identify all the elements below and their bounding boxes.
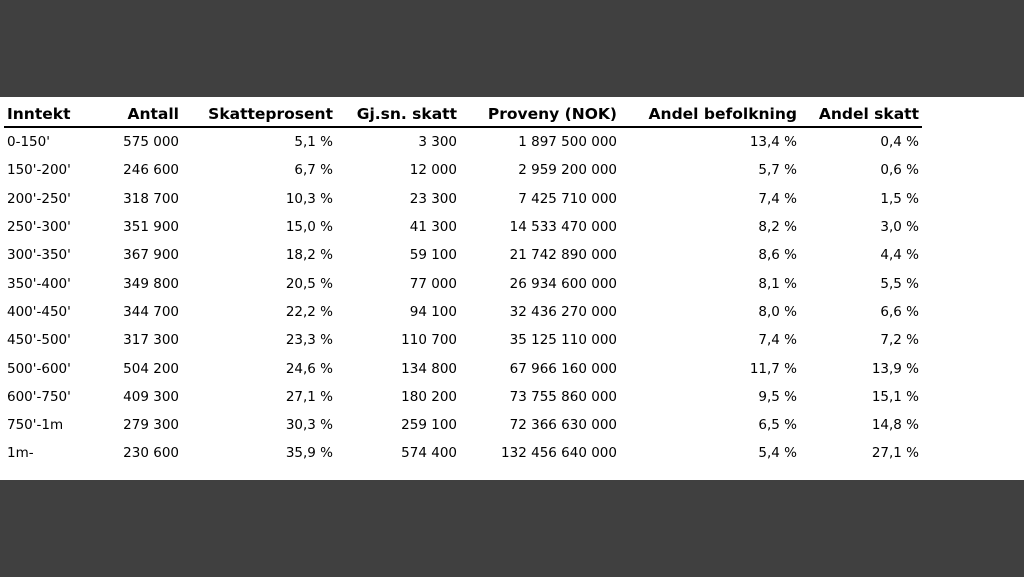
cell-antall: 344 700 [123,303,179,320]
cell-andel-skatt: 15,1 % [871,388,919,405]
cell-proveny: 67 966 160 000 [509,360,617,377]
header-row [4,101,922,127]
cell-inntekt: 400'-450' [7,303,71,320]
cell-proveny: 2 959 200 000 [518,162,617,179]
cell-andel-skatt: 4,4 % [880,247,919,264]
cell-inntekt: 750'-1m [7,417,64,434]
table-row [4,354,922,382]
table-panel [0,97,1024,480]
table-row [4,439,922,467]
cell-antall: 317 300 [123,332,179,349]
cell-inntekt: 600'-750' [7,388,71,405]
cell-skatteprosent: 24,6 % [285,360,333,377]
cell-proveny: 1 897 500 000 [518,134,617,151]
cell-andel-befolkning: 6,5 % [758,417,797,434]
cell-skatteprosent: 20,5 % [285,275,333,292]
cell-inntekt: 1m- [7,445,34,462]
table-row [4,269,922,297]
cell-skatteprosent: 18,2 % [285,247,333,264]
cell-proveny: 14 533 470 000 [509,219,617,236]
cell-gj-sn-skatt: 3 300 [418,134,457,151]
cell-gj-sn-skatt: 110 700 [401,332,457,349]
cell-andel-skatt: 14,8 % [871,417,919,434]
cell-skatteprosent: 23,3 % [285,332,333,349]
cell-gj-sn-skatt: 41 300 [409,219,457,236]
cell-antall: 504 200 [123,360,179,377]
cell-andel-befolkning: 5,7 % [758,162,797,179]
cell-skatteprosent: 6,7 % [294,162,333,179]
cell-inntekt: 450'-500' [7,332,71,349]
header-proveny: Proveny (NOK) [460,101,620,127]
table-row [4,241,922,269]
cell-andel-skatt: 1,5 % [880,190,919,207]
cell-skatteprosent: 30,3 % [285,417,333,434]
cell-gj-sn-skatt: 259 100 [401,417,457,434]
cell-gj-sn-skatt: 134 800 [401,360,457,377]
header-inntekt: Inntekt [4,101,102,127]
table-row [4,185,922,213]
table-row [4,213,922,241]
table-body [4,127,922,468]
cell-inntekt: 350'-400' [7,275,71,292]
cell-andel-befolkning: 13,4 % [749,134,797,151]
cell-andel-skatt: 0,4 % [880,134,919,151]
cell-gj-sn-skatt: 23 300 [409,190,457,207]
cell-proveny: 32 436 270 000 [509,303,617,320]
table-row [4,411,922,439]
cell-inntekt: 150'-200' [7,162,71,179]
cell-skatteprosent: 27,1 % [285,388,333,405]
header-andel-skatt: Andel skatt [800,101,922,127]
header-andel-befolkning: Andel befolkning [620,101,800,127]
cell-proveny: 72 366 630 000 [509,417,617,434]
cell-andel-skatt: 0,6 % [880,162,919,179]
cell-gj-sn-skatt: 180 200 [401,388,457,405]
cell-andel-befolkning: 7,4 % [758,190,797,207]
table-row [4,298,922,326]
cell-andel-befolkning: 9,5 % [758,388,797,405]
cell-andel-befolkning: 11,7 % [749,360,797,377]
cell-andel-befolkning: 8,6 % [758,247,797,264]
cell-gj-sn-skatt: 12 000 [409,162,457,179]
table-row [4,156,922,184]
income-tax-table [4,101,922,468]
cell-antall: 575 000 [123,134,179,151]
cell-antall: 246 600 [123,162,179,179]
cell-proveny: 21 742 890 000 [509,247,617,264]
cell-antall: 349 800 [123,275,179,292]
cell-andel-befolkning: 8,2 % [758,219,797,236]
cell-gj-sn-skatt: 574 400 [401,445,457,462]
cell-antall: 367 900 [123,247,179,264]
cell-proveny: 73 755 860 000 [509,388,617,405]
cell-inntekt: 0-150' [7,134,50,151]
cell-antall: 230 600 [123,445,179,462]
cell-proveny: 35 125 110 000 [509,332,617,349]
table-header [4,101,922,127]
header-antall: Antall [102,101,182,127]
table-row [4,127,922,156]
cell-antall: 318 700 [123,190,179,207]
cell-proveny: 132 456 640 000 [501,445,617,462]
cell-antall: 409 300 [123,388,179,405]
cell-gj-sn-skatt: 59 100 [409,247,457,264]
cell-inntekt: 300'-350' [7,247,71,264]
cell-inntekt: 200'-250' [7,190,71,207]
cell-antall: 279 300 [123,417,179,434]
table-row [4,326,922,354]
cell-andel-befolkning: 8,0 % [758,303,797,320]
header-gj-sn-skatt: Gj.sn. skatt [336,101,460,127]
cell-skatteprosent: 22,2 % [285,303,333,320]
cell-andel-skatt: 5,5 % [880,275,919,292]
cell-proveny: 7 425 710 000 [518,190,617,207]
cell-andel-skatt: 7,2 % [880,332,919,349]
header-skatteprosent: Skatteprosent [182,101,336,127]
cell-gj-sn-skatt: 77 000 [409,275,457,292]
cell-skatteprosent: 35,9 % [285,445,333,462]
cell-andel-skatt: 3,0 % [880,219,919,236]
cell-gj-sn-skatt: 94 100 [409,303,457,320]
cell-andel-skatt: 13,9 % [871,360,919,377]
cell-skatteprosent: 5,1 % [294,134,333,151]
cell-proveny: 26 934 600 000 [509,275,617,292]
cell-andel-befolkning: 5,4 % [758,445,797,462]
cell-andel-befolkning: 7,4 % [758,332,797,349]
cell-inntekt: 250'-300' [7,219,71,236]
cell-andel-skatt: 27,1 % [871,445,919,462]
cell-skatteprosent: 15,0 % [285,219,333,236]
cell-skatteprosent: 10,3 % [285,190,333,207]
cell-inntekt: 500'-600' [7,360,71,377]
table-row [4,383,922,411]
cell-andel-befolkning: 8,1 % [758,275,797,292]
cell-antall: 351 900 [123,219,179,236]
cell-andel-skatt: 6,6 % [880,303,919,320]
